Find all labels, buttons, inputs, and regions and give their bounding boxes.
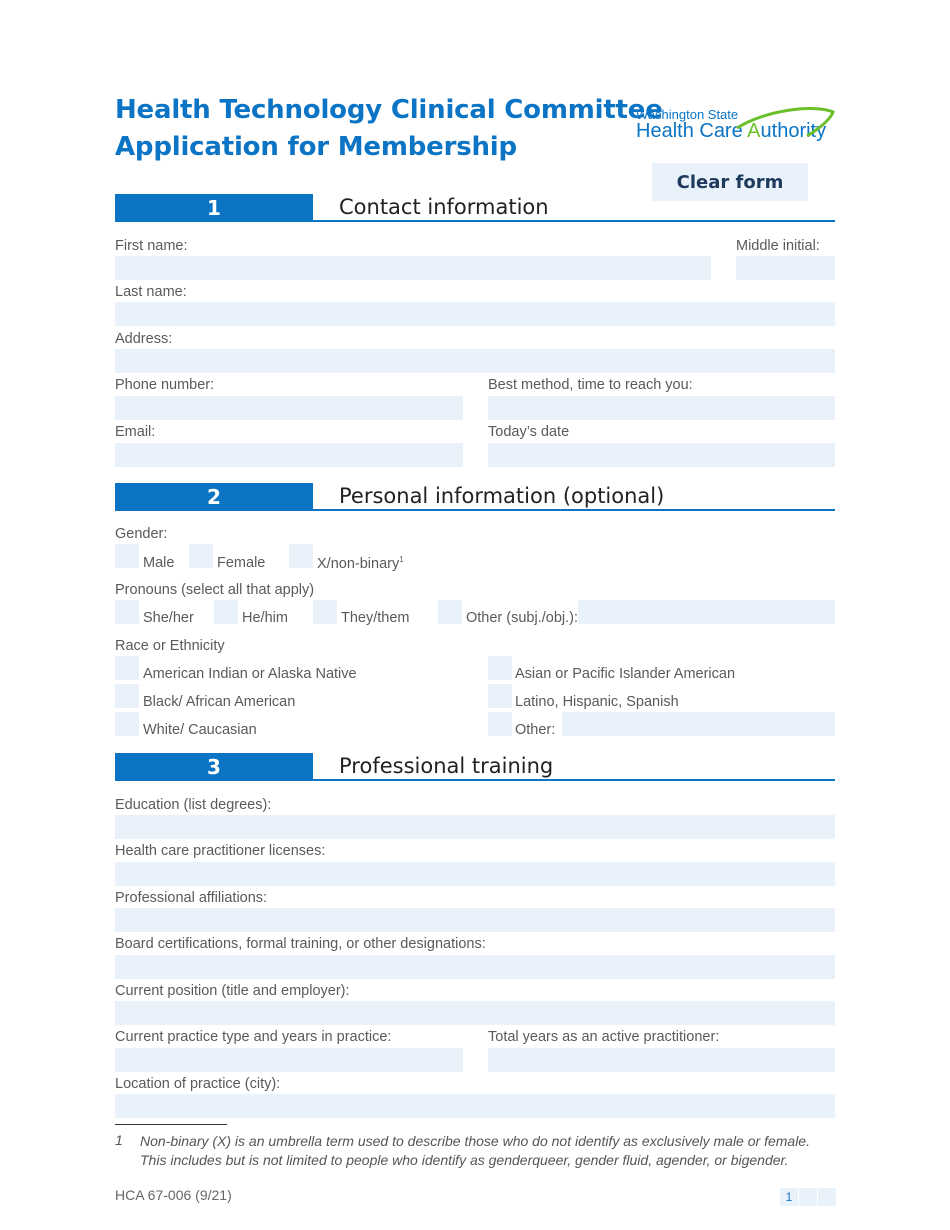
form-number: HCA 67-006 (9/21) — [115, 1187, 232, 1203]
race-american-indian-checkbox[interactable] — [115, 656, 139, 680]
race-asian-label: Asian or Pacific Islander American — [515, 666, 736, 682]
footnote-ref: 1 — [399, 555, 404, 564]
race-black-label: Black/ African American — [143, 694, 296, 710]
page-box-3 — [818, 1188, 836, 1206]
race-other-label: Other: — [515, 722, 556, 738]
education-field[interactable] — [115, 815, 835, 839]
pronoun-other-label: Other (subj./obj.): — [466, 610, 579, 626]
section-2-number: 2 — [115, 483, 313, 511]
middle-initial-field[interactable] — [736, 256, 835, 280]
race-black-checkbox[interactable] — [115, 684, 139, 708]
race-latino-checkbox[interactable] — [488, 684, 512, 708]
education-label: Education (list degrees): — [115, 797, 272, 813]
todays-date-field[interactable] — [488, 443, 835, 467]
location-field[interactable] — [115, 1094, 835, 1118]
race-other-field[interactable] — [562, 712, 835, 736]
pronoun-she-checkbox[interactable] — [115, 600, 139, 624]
best-method-label: Best method, time to reach you: — [488, 377, 693, 393]
footnote-text: Non-binary (X) is an umbrella term used to describe those who do not identify as exclusively male or female. This includes but is not limited to people who identify as genderqueer, gender fluid, agender, or bigender. — [140, 1133, 810, 1168]
pronoun-he-label: He/him — [242, 610, 288, 626]
section-3-title: Professional training — [339, 754, 554, 778]
address-label: Address: — [115, 331, 173, 347]
section-3-number: 3 — [115, 753, 313, 781]
page-number: 1 — [780, 1188, 798, 1206]
last-name-label: Last name: — [115, 284, 187, 300]
affiliations-label: Professional affiliations: — [115, 890, 268, 906]
gender-male-checkbox[interactable] — [115, 544, 139, 568]
gender-nonbinary-checkbox[interactable] — [289, 544, 313, 568]
logo-main-prefix: Health Care — [636, 120, 748, 142]
logo-main-a: A — [747, 120, 761, 142]
todays-date-label: Today’s date — [488, 424, 570, 440]
section-3-rule — [313, 779, 835, 781]
form-title-line1: Health Technology Clinical Committee — [115, 95, 663, 125]
clear-form-button[interactable]: Clear form — [652, 163, 808, 201]
location-label: Location of practice (city): — [115, 1076, 281, 1092]
section-2-title: Personal information (optional) — [339, 484, 665, 508]
gender-male-label: Male — [143, 555, 175, 571]
form-title-line2: Application for Membership — [115, 132, 517, 162]
last-name-field[interactable] — [115, 302, 835, 326]
footnote-number: 1 — [115, 1132, 123, 1148]
footnote-rule — [115, 1124, 227, 1125]
pronoun-they-checkbox[interactable] — [313, 600, 337, 624]
gender-nonbinary-label — [317, 555, 404, 572]
section-1-rule — [313, 220, 835, 222]
pronoun-other-checkbox[interactable] — [438, 600, 462, 624]
licenses-field[interactable] — [115, 862, 835, 886]
pronoun-she-label: She/her — [143, 610, 194, 626]
address-field[interactable] — [115, 349, 835, 373]
gender-label: Gender: — [115, 526, 168, 542]
race-asian-checkbox[interactable] — [488, 656, 512, 680]
pronoun-he-checkbox[interactable] — [214, 600, 238, 624]
phone-label: Phone number: — [115, 377, 215, 393]
licenses-label: Health care practitioner licenses: — [115, 843, 326, 859]
race-other-checkbox[interactable] — [488, 712, 512, 736]
race-white-label: White/ Caucasian — [143, 722, 257, 738]
best-method-field[interactable] — [488, 396, 835, 420]
gender-nonbinary-text: X/non-binary — [317, 555, 400, 572]
race-american-indian-label: American Indian or Alaska Native — [143, 666, 357, 682]
gender-female-checkbox[interactable] — [189, 544, 213, 568]
race-latino-label: Latino, Hispanic, Spanish — [515, 694, 679, 710]
affiliations-field[interactable] — [115, 908, 835, 932]
logo-main-suffix: uthority — [760, 120, 827, 142]
race-white-checkbox[interactable] — [115, 712, 139, 736]
gender-female-label: Female — [217, 555, 266, 571]
first-name-label: First name: — [115, 238, 188, 254]
pronoun-they-label: They/them — [341, 610, 410, 626]
section-1-number: 1 — [115, 194, 313, 222]
pronouns-label: Pronouns (select all that apply) — [115, 582, 315, 598]
current-position-field[interactable] — [115, 1001, 835, 1025]
certifications-field[interactable] — [115, 955, 835, 979]
middle-initial-label: Middle initial: — [736, 238, 820, 254]
practice-type-label: Current practice type and years in practice: — [115, 1029, 392, 1045]
email-label: Email: — [115, 424, 156, 440]
email-field[interactable] — [115, 443, 463, 467]
current-position-label: Current position (title and employer): — [115, 983, 350, 999]
total-years-field[interactable] — [488, 1048, 835, 1072]
pronoun-other-field[interactable] — [578, 600, 835, 624]
phone-field[interactable] — [115, 396, 463, 420]
section-1-title: Contact information — [339, 195, 549, 219]
section-2-rule — [313, 509, 835, 511]
logo-swoosh-icon — [735, 106, 835, 142]
race-label: Race or Ethnicity — [115, 638, 225, 654]
first-name-field[interactable] — [115, 256, 711, 280]
total-years-label: Total years as an active practitioner: — [488, 1029, 720, 1045]
logo-top-text: Washington State — [636, 107, 739, 122]
certifications-label: Board certifications, formal training, or other designations: — [115, 936, 486, 952]
page-box-2 — [799, 1188, 817, 1206]
practice-type-field[interactable] — [115, 1048, 463, 1072]
